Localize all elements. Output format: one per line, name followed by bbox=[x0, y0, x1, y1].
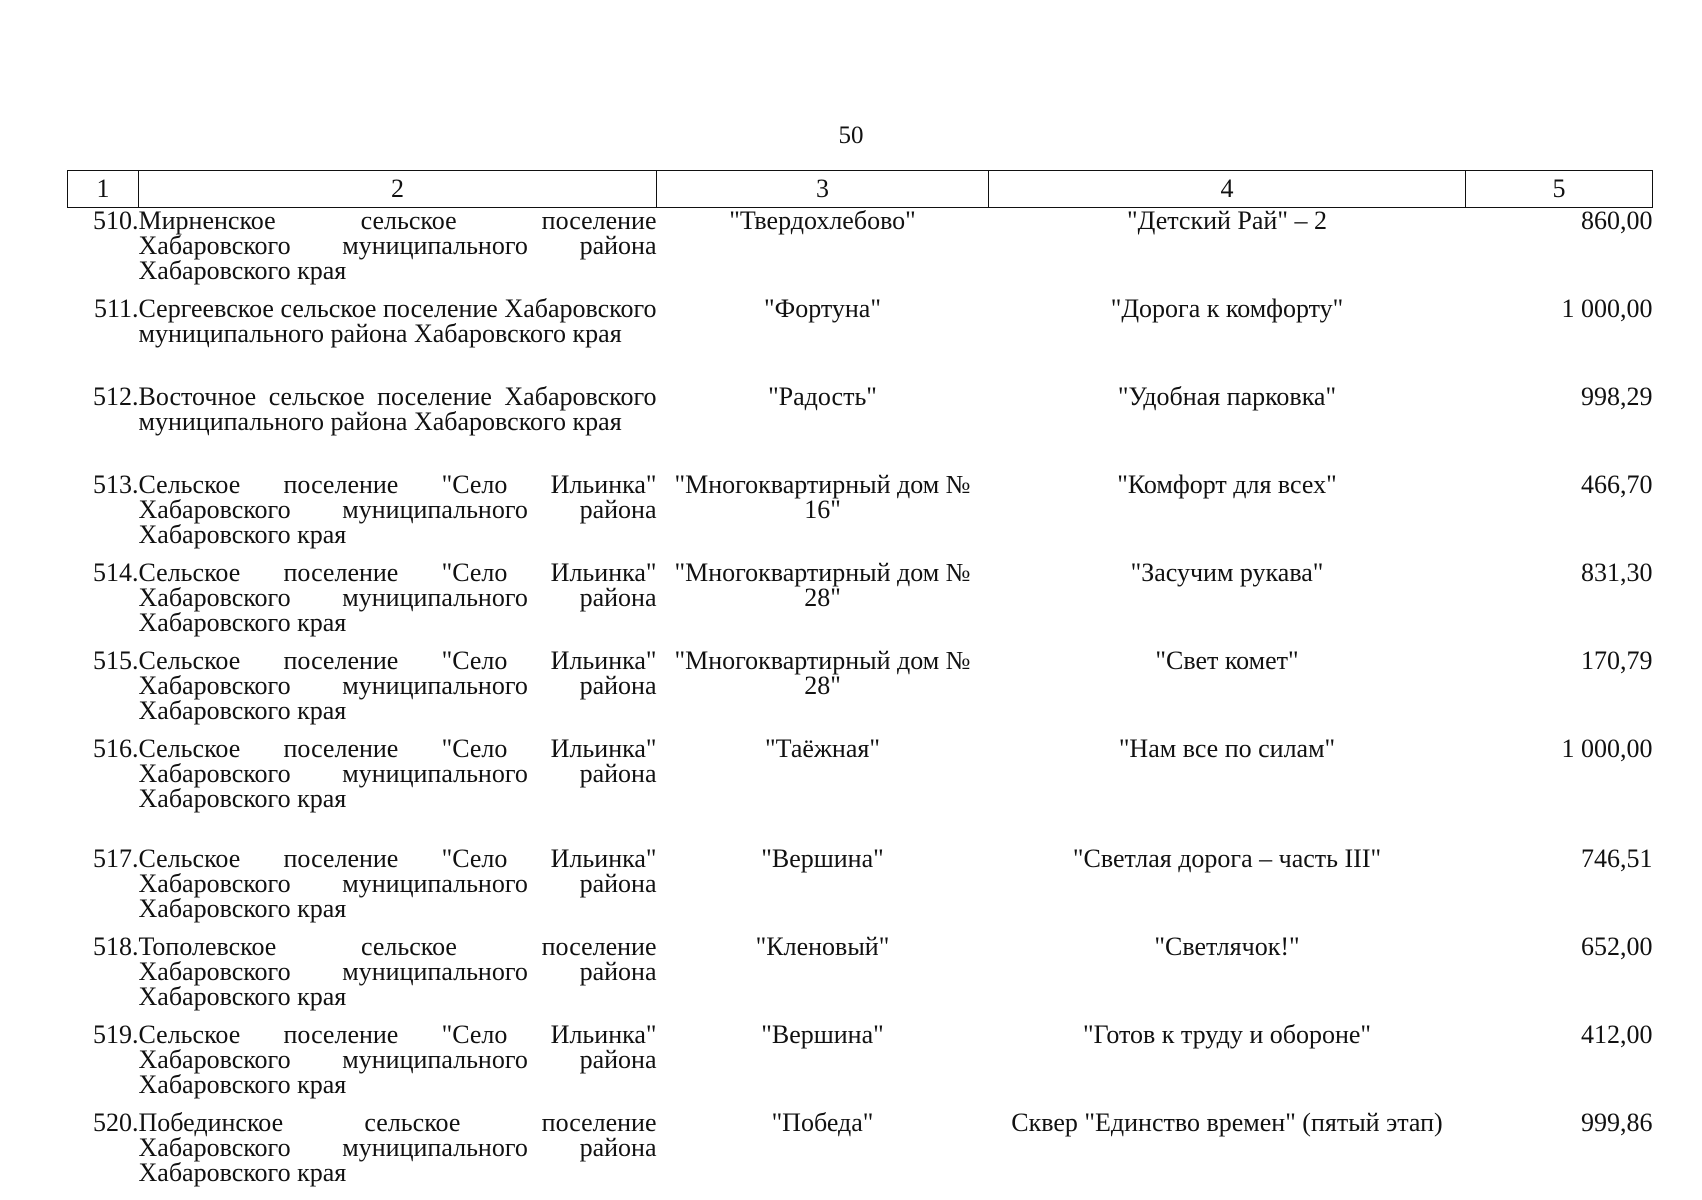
row-number: 518. bbox=[93, 931, 139, 961]
amount: 746,51 bbox=[1581, 843, 1653, 873]
table-row bbox=[68, 208, 1653, 296]
page-number: 50 bbox=[838, 122, 864, 149]
settlement-name bbox=[138, 381, 657, 472]
project-name: "Многоквартирный дом № 16" bbox=[674, 469, 971, 524]
settlement-name-text: Сергеевское сельское поселение Хабаровского муниципального района Хабаровского края bbox=[138, 293, 657, 348]
initiative-name: "Детский Рай" – 2 bbox=[1127, 206, 1327, 235]
allocation-table bbox=[67, 170, 1653, 1198]
column-header: 2 bbox=[139, 171, 657, 208]
project-name: "Кленовый" bbox=[755, 931, 890, 961]
amount: 1 000,00 bbox=[1561, 293, 1653, 323]
settlement-name-text: Сельское поселение "Село Ильинка" Хабаровского муниципального района Хабаровского края bbox=[138, 469, 657, 549]
amount: 1 000,00 bbox=[1561, 733, 1653, 763]
settlement-name bbox=[138, 843, 657, 934]
row-number: 519. bbox=[93, 1019, 139, 1049]
settlement-name-text: Сельское поселение "Село Ильинка" Хабаровского муниципального района Хабаровского края bbox=[138, 1019, 657, 1099]
initiative-name: "Готов к труду и обороне" bbox=[1082, 1019, 1372, 1049]
project-name: "Фортуна" bbox=[764, 293, 881, 323]
settlement-name bbox=[139, 208, 657, 296]
amount: 860,00 bbox=[1581, 206, 1653, 235]
settlement-name bbox=[138, 645, 657, 736]
settlement-name-text: Сельское поселение "Село Ильинка" Хабаровского муниципального района Хабаровского края bbox=[138, 557, 657, 637]
column-header: 5 bbox=[1466, 171, 1653, 208]
table-row bbox=[68, 1110, 1653, 1198]
project-name: "Многоквартирный дом № 28" bbox=[674, 645, 971, 700]
settlement-name bbox=[138, 1019, 657, 1110]
row-number: 515. bbox=[93, 645, 139, 675]
amount: 170,79 bbox=[1581, 645, 1653, 675]
settlement-name bbox=[138, 1107, 657, 1198]
project-name: "Многоквартирный дом № 28" bbox=[674, 557, 971, 612]
table-row bbox=[68, 846, 1653, 934]
project-name: "Твердохлебово" bbox=[729, 206, 916, 235]
settlement-name-text: Сельское поселение "Село Ильинка" Хабаровского муниципального района Хабаровского края bbox=[138, 645, 657, 725]
settlement-name-text: Тополевское сельское поселение Хабаровского муниципального района Хабаровского края bbox=[138, 931, 657, 1011]
initiative-name: "Свет комет" bbox=[1155, 645, 1299, 675]
row-number: 516. bbox=[93, 733, 139, 763]
settlement-name-text: Мирненское сельское поселение Хабаровского муниципального района Хабаровского края bbox=[138, 206, 657, 285]
project-name: "Радость" bbox=[768, 381, 877, 411]
row-number: 517. bbox=[93, 843, 139, 873]
table-row bbox=[68, 1022, 1653, 1110]
initiative-name: "Удобная парковка" bbox=[1117, 381, 1337, 411]
initiative-name: "Светлячок!" bbox=[1154, 931, 1300, 961]
row-number: 511. bbox=[93, 293, 139, 323]
row-number: 512. bbox=[93, 381, 139, 411]
settlement-name bbox=[138, 733, 657, 846]
column-header: 3 bbox=[657, 171, 989, 208]
amount: 652,00 bbox=[1581, 931, 1653, 961]
settlement-name bbox=[138, 293, 657, 384]
table-row bbox=[68, 472, 1653, 560]
row-number: 510. bbox=[93, 206, 139, 235]
table-row bbox=[68, 736, 1653, 846]
initiative-name: "Светлая дорога – часть III" bbox=[1072, 843, 1382, 873]
settlement-name-text: Сельское поселение "Село Ильинка" Хабаровского муниципального района Хабаровского края bbox=[138, 733, 657, 813]
table-row bbox=[68, 934, 1653, 1022]
table-header-row bbox=[68, 171, 1653, 208]
column-header: 1 bbox=[68, 171, 139, 208]
settlement-name bbox=[138, 469, 657, 560]
initiative-name: "Комфорт для всех" bbox=[1117, 469, 1337, 499]
column-header: 4 bbox=[989, 171, 1466, 208]
settlement-name-text: Сельское поселение "Село Ильинка" Хабаровского муниципального района Хабаровского края bbox=[138, 843, 657, 923]
settlement-name-text: Побединское сельское поселение Хабаровского муниципального района Хабаровского края bbox=[138, 1107, 657, 1187]
table-row bbox=[68, 296, 1653, 384]
table-row bbox=[68, 648, 1653, 736]
amount: 831,30 bbox=[1581, 557, 1653, 587]
amount: 998,29 bbox=[1581, 381, 1653, 411]
project-name: "Вершина" bbox=[761, 1019, 884, 1049]
project-name: "Победа" bbox=[771, 1107, 874, 1137]
row-number: 514. bbox=[93, 557, 139, 587]
row-number: 520. bbox=[93, 1107, 139, 1137]
table-row bbox=[68, 560, 1653, 648]
initiative-name: "Засучим рукава" bbox=[1130, 557, 1324, 587]
initiative-name: Сквер "Единство времен" (пятый этап) bbox=[1011, 1107, 1443, 1137]
project-name: "Таёжная" bbox=[765, 733, 880, 763]
settlement-name-text: Восточное сельское поселение Хабаровского муниципального района Хабаровского края bbox=[138, 381, 657, 436]
initiative-name: "Нам все по силам" bbox=[1118, 733, 1336, 763]
table-row bbox=[68, 384, 1653, 472]
settlement-name bbox=[138, 557, 657, 648]
row-number: 513. bbox=[93, 469, 139, 499]
initiative-name: "Дорога к комфорту" bbox=[1110, 293, 1344, 323]
project-name: "Вершина" bbox=[761, 843, 884, 873]
amount: 466,70 bbox=[1581, 469, 1653, 499]
amount: 999,86 bbox=[1581, 1107, 1653, 1137]
amount: 412,00 bbox=[1581, 1019, 1653, 1049]
settlement-name bbox=[138, 931, 657, 1022]
